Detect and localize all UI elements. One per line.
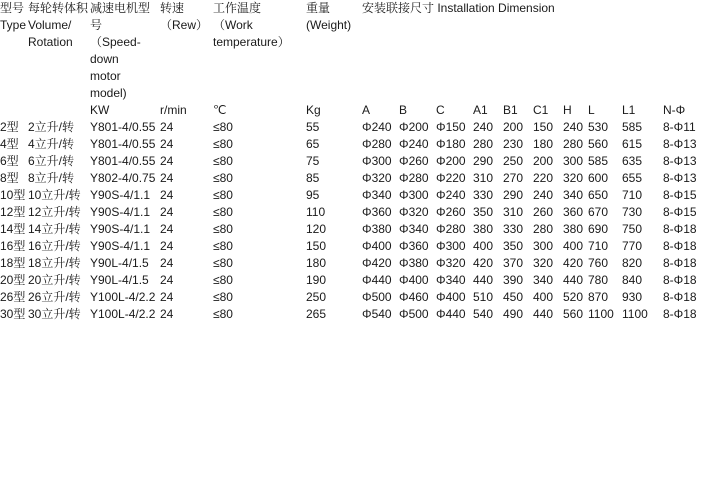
table-row bbox=[0, 119, 711, 136]
cell-speed: 24 bbox=[160, 273, 174, 287]
cell-speed: 24 bbox=[160, 239, 174, 253]
cell-dim-l: 600 bbox=[588, 171, 609, 185]
cell-volume: 8立升/转 bbox=[28, 171, 75, 185]
cell-volume: 14立升/转 bbox=[28, 222, 81, 236]
cell-temperature: ≤80 bbox=[213, 171, 233, 185]
cell-dim-l: 1100 bbox=[588, 307, 614, 321]
cell-dim-c1: 150 bbox=[533, 120, 554, 134]
cell-dim-a1: 330 bbox=[473, 188, 494, 202]
cell-speed: 24 bbox=[160, 171, 174, 185]
cell-dim-l: 650 bbox=[588, 188, 609, 202]
cell-dim-l: 870 bbox=[588, 290, 609, 304]
cell-volume: 16立升/转 bbox=[28, 239, 81, 253]
cell-dim-c: Φ220 bbox=[436, 171, 466, 185]
unit-temperature-celsius: ℃ bbox=[213, 103, 227, 117]
table-row bbox=[0, 306, 711, 323]
cell-dim-c: Φ180 bbox=[436, 137, 466, 151]
cell-dim-c1: 200 bbox=[533, 154, 554, 168]
cell-dim-b1: 330 bbox=[503, 222, 524, 236]
cell-dim-b: Φ280 bbox=[399, 171, 429, 185]
cell-type: 18型 bbox=[0, 256, 26, 270]
header-speed bbox=[160, 0, 213, 102]
cell-dim-c1: 340 bbox=[533, 273, 554, 287]
cell-dim-a1: 540 bbox=[473, 307, 494, 321]
cell-weight: 120 bbox=[306, 222, 327, 236]
cell-temperature: ≤80 bbox=[213, 137, 233, 151]
cell-weight: 110 bbox=[306, 205, 326, 219]
cell-speed: 24 bbox=[160, 222, 174, 236]
cell-dim-n: 8-Φ18 bbox=[663, 307, 697, 321]
cell-motor-model: Y90S-4/1.1 bbox=[90, 222, 151, 236]
cell-volume: 30立升/转 bbox=[28, 307, 81, 321]
cell-weight: 180 bbox=[306, 256, 327, 270]
cell-dim-a: Φ240 bbox=[362, 120, 392, 134]
cell-dim-n: 8-Φ13 bbox=[663, 154, 697, 168]
cell-dim-a1: 420 bbox=[473, 256, 494, 270]
header-volume bbox=[28, 0, 90, 102]
cell-dim-l1: 615 bbox=[622, 137, 643, 151]
cell-dim-c: Φ200 bbox=[436, 154, 466, 168]
cell-type: 8型 bbox=[0, 171, 19, 185]
cell-dim-a1: 510 bbox=[473, 290, 494, 304]
cell-dim-b1: 390 bbox=[503, 273, 524, 287]
cell-dim-c: Φ280 bbox=[436, 222, 466, 236]
cell-dim-l1: 1100 bbox=[622, 307, 648, 321]
cell-dim-l1: 635 bbox=[622, 154, 643, 168]
header-motor-en4: model) bbox=[90, 86, 127, 100]
header-installation-dimension: 安装联接尺寸 Installation Dimension bbox=[362, 1, 555, 15]
table-row bbox=[0, 238, 711, 255]
cell-temperature: ≤80 bbox=[213, 290, 233, 304]
header-temp-en2: temperature） bbox=[213, 35, 290, 49]
cell-speed: 24 bbox=[160, 307, 174, 321]
cell-dim-c1: 180 bbox=[533, 137, 554, 151]
cell-volume: 18立升/转 bbox=[28, 256, 81, 270]
cell-dim-c1: 440 bbox=[533, 307, 554, 321]
cell-volume: 4立升/转 bbox=[28, 137, 75, 151]
cell-dim-l: 585 bbox=[588, 154, 609, 168]
cell-dim-l1: 750 bbox=[622, 222, 643, 236]
cell-dim-b1: 200 bbox=[503, 120, 524, 134]
table-row bbox=[0, 153, 711, 170]
table-row bbox=[0, 187, 711, 204]
cell-dim-l1: 585 bbox=[622, 120, 643, 134]
header-temp-en1: （Work bbox=[213, 18, 253, 32]
header-weight bbox=[306, 0, 362, 102]
cell-dim-b: Φ400 bbox=[399, 273, 429, 287]
unit-dim-l: L bbox=[588, 103, 595, 117]
cell-weight: 250 bbox=[306, 290, 327, 304]
cell-dim-b: Φ460 bbox=[399, 290, 429, 304]
unit-dim-n: N-Φ bbox=[663, 103, 686, 117]
cell-dim-l1: 930 bbox=[622, 290, 643, 304]
cell-volume: 6立升/转 bbox=[28, 154, 75, 168]
cell-dim-n: 8-Φ18 bbox=[663, 222, 697, 236]
cell-dim-l: 760 bbox=[588, 256, 609, 270]
cell-dim-l1: 710 bbox=[622, 188, 643, 202]
unit-dim-c1: C1 bbox=[533, 103, 549, 117]
cell-dim-n: 8-Φ18 bbox=[663, 256, 697, 270]
cell-dim-a: Φ540 bbox=[362, 307, 392, 321]
cell-dim-l: 710 bbox=[588, 239, 609, 253]
cell-type: 4型 bbox=[0, 137, 19, 151]
cell-dim-c: Φ300 bbox=[436, 239, 466, 253]
cell-weight: 75 bbox=[306, 154, 320, 168]
cell-speed: 24 bbox=[160, 137, 174, 151]
cell-dim-a1: 280 bbox=[473, 137, 494, 151]
header-row-main bbox=[0, 0, 711, 102]
cell-dim-a: Φ440 bbox=[362, 273, 392, 287]
cell-dim-n: 8-Φ18 bbox=[663, 290, 697, 304]
cell-dim-l1: 770 bbox=[622, 239, 643, 253]
table-row bbox=[0, 255, 711, 272]
cell-dim-h: 360 bbox=[563, 205, 584, 219]
cell-dim-a1: 440 bbox=[473, 273, 494, 287]
cell-temperature: ≤80 bbox=[213, 222, 233, 236]
cell-temperature: ≤80 bbox=[213, 154, 233, 168]
cell-dim-c1: 240 bbox=[533, 188, 554, 202]
cell-dim-n: 8-Φ15 bbox=[663, 188, 697, 202]
cell-dim-a1: 290 bbox=[473, 154, 494, 168]
cell-dim-b1: 250 bbox=[503, 154, 524, 168]
cell-temperature: ≤80 bbox=[213, 273, 233, 287]
cell-dim-a: Φ500 bbox=[362, 290, 392, 304]
cell-dim-b: Φ380 bbox=[399, 256, 429, 270]
cell-motor-model: Y90S-4/1.1 bbox=[90, 205, 151, 219]
cell-dim-h: 560 bbox=[563, 307, 584, 321]
cell-motor-model: Y100L-4/2.2 bbox=[90, 290, 156, 304]
cell-dim-c1: 320 bbox=[533, 256, 554, 270]
cell-motor-model: Y801-4/0.55 bbox=[90, 137, 156, 151]
cell-dim-h: 340 bbox=[563, 188, 584, 202]
table-row bbox=[0, 289, 711, 306]
cell-dim-a1: 310 bbox=[473, 171, 494, 185]
cell-temperature: ≤80 bbox=[213, 120, 233, 134]
cell-dim-a: Φ400 bbox=[362, 239, 392, 253]
cell-weight: 85 bbox=[306, 171, 320, 185]
cell-volume: 10立升/转 bbox=[28, 188, 81, 202]
cell-type: 12型 bbox=[0, 205, 26, 219]
cell-dim-h: 400 bbox=[563, 239, 584, 253]
cell-dim-a1: 350 bbox=[473, 205, 494, 219]
cell-dim-n: 8-Φ13 bbox=[663, 171, 697, 185]
unit-speed-rmin: r/min bbox=[160, 103, 187, 117]
cell-temperature: ≤80 bbox=[213, 205, 233, 219]
cell-speed: 24 bbox=[160, 154, 174, 168]
header-temp-cn: 工作温度 bbox=[213, 1, 262, 15]
header-weight-en: (Weight) bbox=[306, 18, 352, 32]
table-row bbox=[0, 204, 711, 221]
header-row-units bbox=[0, 102, 711, 119]
cell-dim-b1: 270 bbox=[503, 171, 524, 185]
cell-dim-c: Φ440 bbox=[436, 307, 466, 321]
unit-dim-b: B bbox=[399, 103, 408, 117]
cell-dim-c: Φ320 bbox=[436, 256, 466, 270]
cell-dim-a: Φ300 bbox=[362, 154, 392, 168]
cell-dim-n: 8-Φ13 bbox=[663, 137, 697, 151]
cell-dim-h: 240 bbox=[563, 120, 584, 134]
cell-dim-b1: 450 bbox=[503, 290, 524, 304]
cell-dim-b1: 290 bbox=[503, 188, 524, 202]
cell-speed: 24 bbox=[160, 120, 174, 134]
cell-dim-h: 280 bbox=[563, 137, 584, 151]
cell-motor-model: Y100L-4/2.2 bbox=[90, 307, 156, 321]
cell-dim-n: 8-Φ18 bbox=[663, 273, 697, 287]
header-weight-cn: 重量 bbox=[306, 1, 331, 15]
cell-dim-b: Φ500 bbox=[399, 307, 429, 321]
cell-temperature: ≤80 bbox=[213, 188, 233, 202]
cell-dim-h: 520 bbox=[563, 290, 584, 304]
unit-dim-b1: B1 bbox=[503, 103, 518, 117]
cell-dim-l: 670 bbox=[588, 205, 609, 219]
header-type-cn: 型号 bbox=[0, 1, 25, 15]
cell-type: 30型 bbox=[0, 307, 26, 321]
header-motor-cn1: 减速电机型 bbox=[90, 1, 151, 15]
cell-motor-model: Y90S-4/1.1 bbox=[90, 188, 151, 202]
cell-dim-c: Φ260 bbox=[436, 205, 466, 219]
table-row bbox=[0, 221, 711, 238]
cell-dim-l: 530 bbox=[588, 120, 609, 134]
cell-dim-b1: 310 bbox=[503, 205, 524, 219]
cell-dim-l1: 730 bbox=[622, 205, 643, 219]
unit-dim-l1: L1 bbox=[622, 103, 636, 117]
cell-motor-model: Y802-4/0.75 bbox=[90, 171, 156, 185]
header-type-en: Type bbox=[0, 18, 27, 32]
cell-dim-c1: 260 bbox=[533, 205, 554, 219]
cell-weight: 265 bbox=[306, 307, 327, 321]
header-speed-cn: 转速 bbox=[160, 1, 185, 15]
cell-type: 6型 bbox=[0, 154, 19, 168]
cell-weight: 55 bbox=[306, 120, 320, 134]
header-temperature bbox=[213, 0, 306, 102]
cell-dim-a: Φ320 bbox=[362, 171, 392, 185]
table-row bbox=[0, 170, 711, 187]
cell-type: 16型 bbox=[0, 239, 26, 253]
cell-type: 26型 bbox=[0, 290, 26, 304]
cell-dim-b1: 370 bbox=[503, 256, 524, 270]
cell-type: 2型 bbox=[0, 120, 19, 134]
table-body bbox=[0, 119, 711, 323]
header-type bbox=[0, 0, 28, 102]
cell-dim-n: 8-Φ15 bbox=[663, 205, 697, 219]
cell-dim-n: 8-Φ11 bbox=[663, 120, 696, 134]
cell-dim-c: Φ150 bbox=[436, 120, 466, 134]
header-motor-en1: （Speed- bbox=[90, 35, 141, 49]
cell-dim-c1: 280 bbox=[533, 222, 554, 236]
cell-volume: 26立升/转 bbox=[28, 290, 81, 304]
cell-motor-model: Y801-4/0.55 bbox=[90, 154, 156, 168]
cell-dim-b: Φ200 bbox=[399, 120, 429, 134]
cell-motor-model: Y90L-4/1.5 bbox=[90, 273, 149, 287]
cell-dim-a: Φ360 bbox=[362, 205, 392, 219]
cell-dim-h: 380 bbox=[563, 222, 584, 236]
cell-dim-b: Φ320 bbox=[399, 205, 429, 219]
cell-dim-n: 8-Φ18 bbox=[663, 239, 697, 253]
table-row bbox=[0, 272, 711, 289]
cell-dim-c1: 300 bbox=[533, 239, 554, 253]
cell-dim-h: 440 bbox=[563, 273, 584, 287]
table-row bbox=[0, 136, 711, 153]
unit-dim-a1: A1 bbox=[473, 103, 488, 117]
cell-dim-l1: 820 bbox=[622, 256, 643, 270]
cell-volume: 2立升/转 bbox=[28, 120, 75, 134]
cell-speed: 24 bbox=[160, 188, 174, 202]
cell-temperature: ≤80 bbox=[213, 239, 233, 253]
cell-type: 10型 bbox=[0, 188, 26, 202]
cell-weight: 190 bbox=[306, 273, 327, 287]
header-volume-en1: Volume/ bbox=[28, 18, 72, 32]
cell-dim-c: Φ340 bbox=[436, 273, 466, 287]
cell-weight: 150 bbox=[306, 239, 327, 253]
header-volume-cn: 每轮转体积 bbox=[28, 1, 89, 15]
cell-motor-model: Y90L-4/1.5 bbox=[90, 256, 149, 270]
header-speed-en: （Rew） bbox=[160, 18, 209, 32]
cell-dim-b: Φ340 bbox=[399, 222, 429, 236]
cell-dim-l1: 840 bbox=[622, 273, 643, 287]
cell-weight: 65 bbox=[306, 137, 320, 151]
cell-temperature: ≤80 bbox=[213, 307, 233, 321]
cell-dim-c1: 400 bbox=[533, 290, 554, 304]
cell-dim-c: Φ400 bbox=[436, 290, 466, 304]
cell-dim-b1: 490 bbox=[503, 307, 524, 321]
cell-dim-b: Φ260 bbox=[399, 154, 429, 168]
cell-type: 20型 bbox=[0, 273, 26, 287]
header-motor-en2: down bbox=[90, 52, 119, 66]
cell-dim-b: Φ360 bbox=[399, 239, 429, 253]
header-motor-model bbox=[90, 0, 160, 102]
cell-dim-a1: 400 bbox=[473, 239, 494, 253]
cell-dim-a: Φ340 bbox=[362, 188, 392, 202]
unit-weight-kg: Kg bbox=[306, 103, 321, 117]
cell-dim-h: 300 bbox=[563, 154, 584, 168]
cell-dim-a: Φ420 bbox=[362, 256, 392, 270]
cell-speed: 24 bbox=[160, 205, 174, 219]
cell-dim-l: 690 bbox=[588, 222, 609, 236]
cell-volume: 20立升/转 bbox=[28, 273, 81, 287]
cell-motor-model: Y90S-4/1.1 bbox=[90, 239, 151, 253]
unit-type bbox=[0, 102, 28, 119]
cell-dim-b1: 230 bbox=[503, 137, 524, 151]
header-motor-cn2: 号 bbox=[90, 18, 103, 32]
cell-dim-l: 560 bbox=[588, 137, 609, 151]
cell-dim-b: Φ300 bbox=[399, 188, 429, 202]
unit-dim-a: A bbox=[362, 103, 371, 117]
cell-speed: 24 bbox=[160, 290, 174, 304]
cell-type: 14型 bbox=[0, 222, 26, 236]
cell-dim-c: Φ240 bbox=[436, 188, 466, 202]
cell-dim-b1: 350 bbox=[503, 239, 524, 253]
cell-dim-a1: 380 bbox=[473, 222, 494, 236]
cell-dim-b: Φ240 bbox=[399, 137, 429, 151]
unit-dim-h: H bbox=[563, 103, 572, 117]
unit-volume bbox=[28, 102, 90, 119]
cell-dim-l: 780 bbox=[588, 273, 609, 287]
header-volume-en2: Rotation bbox=[28, 35, 73, 49]
cell-dim-l1: 655 bbox=[622, 171, 643, 185]
cell-dim-a: Φ380 bbox=[362, 222, 392, 236]
header-motor-en3: motor bbox=[90, 69, 121, 83]
cell-dim-a: Φ280 bbox=[362, 137, 392, 151]
cell-dim-h: 420 bbox=[563, 256, 584, 270]
cell-dim-h: 320 bbox=[563, 171, 584, 185]
cell-volume: 12立升/转 bbox=[28, 205, 81, 219]
cell-weight: 95 bbox=[306, 188, 320, 202]
cell-dim-a1: 240 bbox=[473, 120, 494, 134]
cell-temperature: ≤80 bbox=[213, 256, 233, 270]
cell-speed: 24 bbox=[160, 256, 174, 270]
unit-motor-kw: KW bbox=[90, 103, 110, 117]
cell-motor-model: Y801-4/0.55 bbox=[90, 120, 156, 134]
cell-dim-c1: 220 bbox=[533, 171, 554, 185]
unit-dim-c: C bbox=[436, 103, 445, 117]
